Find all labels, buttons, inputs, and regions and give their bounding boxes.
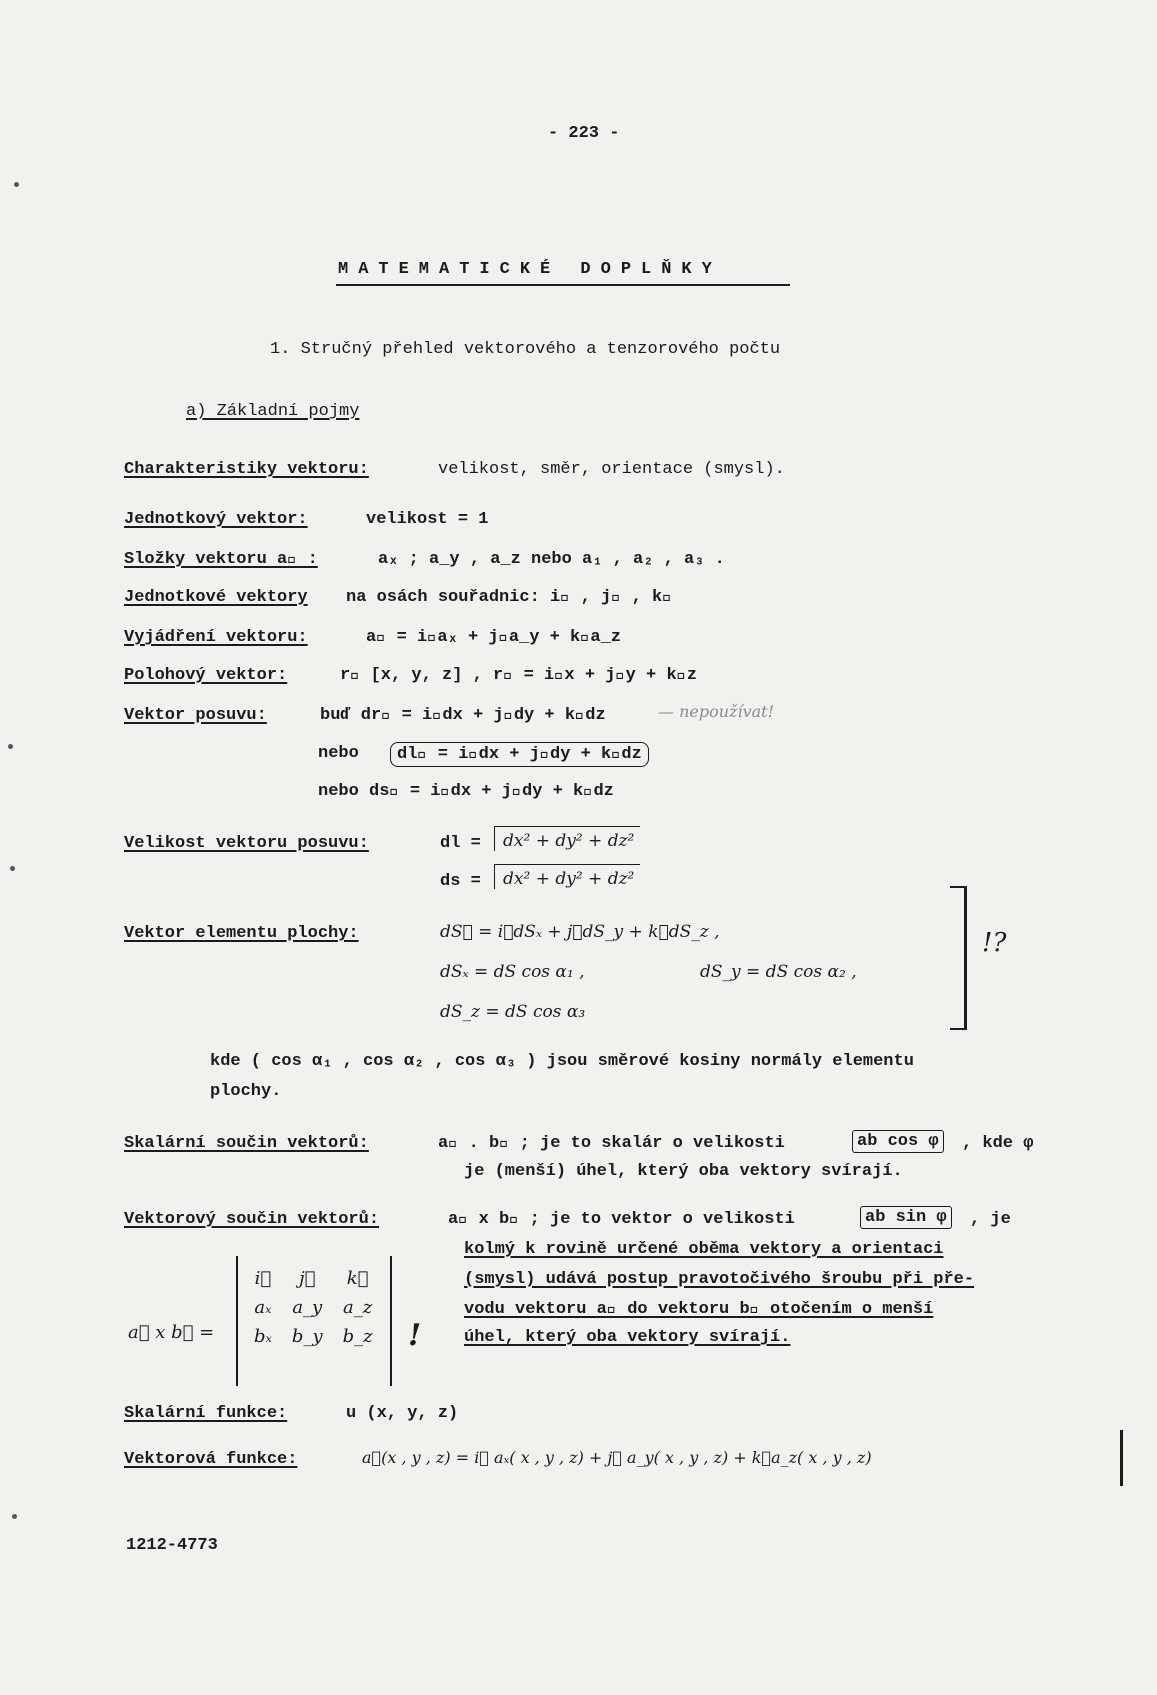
scalar-product-line2: je (menší) úhel, který oba vektory svírají. xyxy=(464,1162,903,1181)
position-vector-label: Polohový vektor: xyxy=(124,666,288,685)
characteristics-label: Charakteristiky vektoru: xyxy=(124,460,369,479)
surface-note-line1: kde ( cos α₁ , cos α₂ , cos α₃ ) jsou směrové kosiny normály elementu xyxy=(210,1052,914,1071)
determinant-matrix xyxy=(244,1264,383,1351)
displacement-line1: buď dr⃗ = i⃗dx + j⃗dy + k⃗dz xyxy=(320,706,606,725)
displacement-line3: nebo ds⃗ = i⃗dx + j⃗dy + k⃗dz xyxy=(318,782,614,801)
unit-vector-value: velikost = 1 xyxy=(366,510,489,529)
vector-product-line1-suffix: , je xyxy=(970,1210,1011,1229)
vector-product-label: Vektorový součin vektorů: xyxy=(124,1210,380,1229)
unit-vectors-value: na osách souřadnic: i⃗ , j⃗ , k⃗ xyxy=(346,588,673,607)
vector-product-line3: (smysl) udává postup pravotočivého šroubu při pře- xyxy=(464,1270,975,1289)
determinant-cell: aₓ xyxy=(254,1297,272,1318)
scalar-function-label: Skalární funkce: xyxy=(124,1404,288,1423)
characteristics-value: velikost, směr, orientace (smysl). xyxy=(438,460,785,479)
subsection-heading: a) Základní pojmy xyxy=(186,402,360,421)
determinant-cell: a_z xyxy=(343,1297,373,1318)
scalar-product-boxed: ab cos φ xyxy=(852,1130,944,1153)
vector-expression-label: Vyjádření vektoru: xyxy=(124,628,308,647)
vector-product-line5: úhel, který oba vektory svírají. xyxy=(464,1328,791,1347)
determinant-cell: j⃗ xyxy=(299,1268,316,1289)
determinant-right-bar xyxy=(390,1256,392,1386)
vector-product-line4: vodu vektoru a⃗ do vektoru b⃗ otočením o menší xyxy=(464,1300,934,1319)
surface-element-mark: !? xyxy=(982,928,1007,958)
displacement-magnitude-label: Velikost vektoru posuvu: xyxy=(124,834,369,853)
determinant-cell: k⃗ xyxy=(346,1268,369,1289)
surface-element-label: Vektor elementu plochy: xyxy=(124,924,359,943)
determinant-left-bar xyxy=(236,1256,238,1386)
scalar-product-line1-prefix: a⃗ . b⃗ ; je to skalár o velikosti xyxy=(438,1134,785,1153)
determinant-cell: i⃗ xyxy=(254,1268,272,1289)
magnitude-line2-prefix: ds = xyxy=(440,872,481,891)
section-heading: 1. Stručný přehled vektorového a tenzorového počtu xyxy=(270,340,781,359)
magnitude-line1-sqrt: dx² + dy² + dz² xyxy=(494,826,640,851)
page-title: MATEMATICKÉ DOPLŇKY xyxy=(338,260,722,279)
surface-element-line2a: dSₓ = dS cos α₁ , xyxy=(440,962,585,982)
determinant-cell: a_y xyxy=(292,1297,323,1318)
margin-dot xyxy=(12,1514,17,1519)
magnitude-line1-prefix: dl = xyxy=(440,834,481,853)
page-number: - 223 - xyxy=(548,124,620,143)
determinant-cell: b_z xyxy=(342,1326,373,1347)
vector-product-boxed: ab sin φ xyxy=(860,1206,952,1229)
determinant-cell: b_y xyxy=(291,1326,323,1347)
unit-vectors-label: Jednotkové vektory xyxy=(124,588,308,607)
vector-function-label: Vektorová funkce: xyxy=(124,1450,298,1469)
displacement-margin-note: — nepoužívat! xyxy=(658,702,775,721)
displacement-line2-boxed: dl⃗ = i⃗dx + j⃗dy + k⃗dz xyxy=(390,742,649,767)
vector-function-value: a⃗(x , y , z) = i⃗ aₓ( x , y , z) + j⃗ a_y( x , y , z) + k⃗a_z( x , y , z) xyxy=(362,1448,872,1467)
displacement-label: Vektor posuvu: xyxy=(124,706,267,725)
footer-code: 1212-4773 xyxy=(126,1536,218,1555)
vector-function-bracket xyxy=(1110,1430,1123,1486)
vector-product-line2: kolmý k rovině určené oběma vektory a orientaci xyxy=(464,1240,944,1259)
determinant-mark: ! xyxy=(408,1318,422,1353)
scalar-product-line1-suffix: , kde φ xyxy=(962,1134,1034,1153)
surface-element-line1: dS⃗ = i⃗dSₓ + j⃗dS_y + k⃗dS_z , xyxy=(440,922,720,942)
unit-vector-label: Jednotkový vektor: xyxy=(124,510,308,529)
determinant-cell: bₓ xyxy=(254,1326,272,1347)
displacement-line2-prefix: nebo xyxy=(318,744,359,763)
components-label: Složky vektoru a⃗ : xyxy=(124,550,318,569)
determinant-row xyxy=(244,1264,383,1293)
determinant-row xyxy=(244,1322,383,1351)
scalar-function-value: u (x, y, z) xyxy=(346,1404,459,1423)
components-value: aₓ ; a_y , a_z nebo a₁ , a₂ , a₃ . xyxy=(378,550,725,569)
margin-dot xyxy=(8,744,13,749)
surface-note-line2: plochy. xyxy=(210,1082,282,1101)
scalar-product-label: Skalární součin vektorů: xyxy=(124,1134,369,1153)
surface-element-bracket xyxy=(950,886,967,1030)
surface-element-line3: dS_z = dS cos α₃ xyxy=(440,1002,586,1022)
title-underline xyxy=(336,284,790,286)
magnitude-line2-sqrt: dx² + dy² + dz² xyxy=(494,864,640,889)
vector-product-line1-prefix: a⃗ x b⃗ ; je to vektor o velikosti xyxy=(448,1210,795,1229)
margin-dot xyxy=(14,182,19,187)
determinant-lhs: a⃗ x b⃗ = xyxy=(128,1322,215,1343)
determinant-row xyxy=(244,1293,383,1322)
vector-expression-value: a⃗ = i⃗aₓ + j⃗a_y + k⃗a_z xyxy=(366,628,622,647)
surface-element-line2b: dS_y = dS cos α₂ , xyxy=(700,962,857,982)
margin-dot xyxy=(10,866,15,871)
position-vector-value: r⃗ [x, y, z] , r⃗ = i⃗x + j⃗y + k⃗z xyxy=(340,666,698,685)
